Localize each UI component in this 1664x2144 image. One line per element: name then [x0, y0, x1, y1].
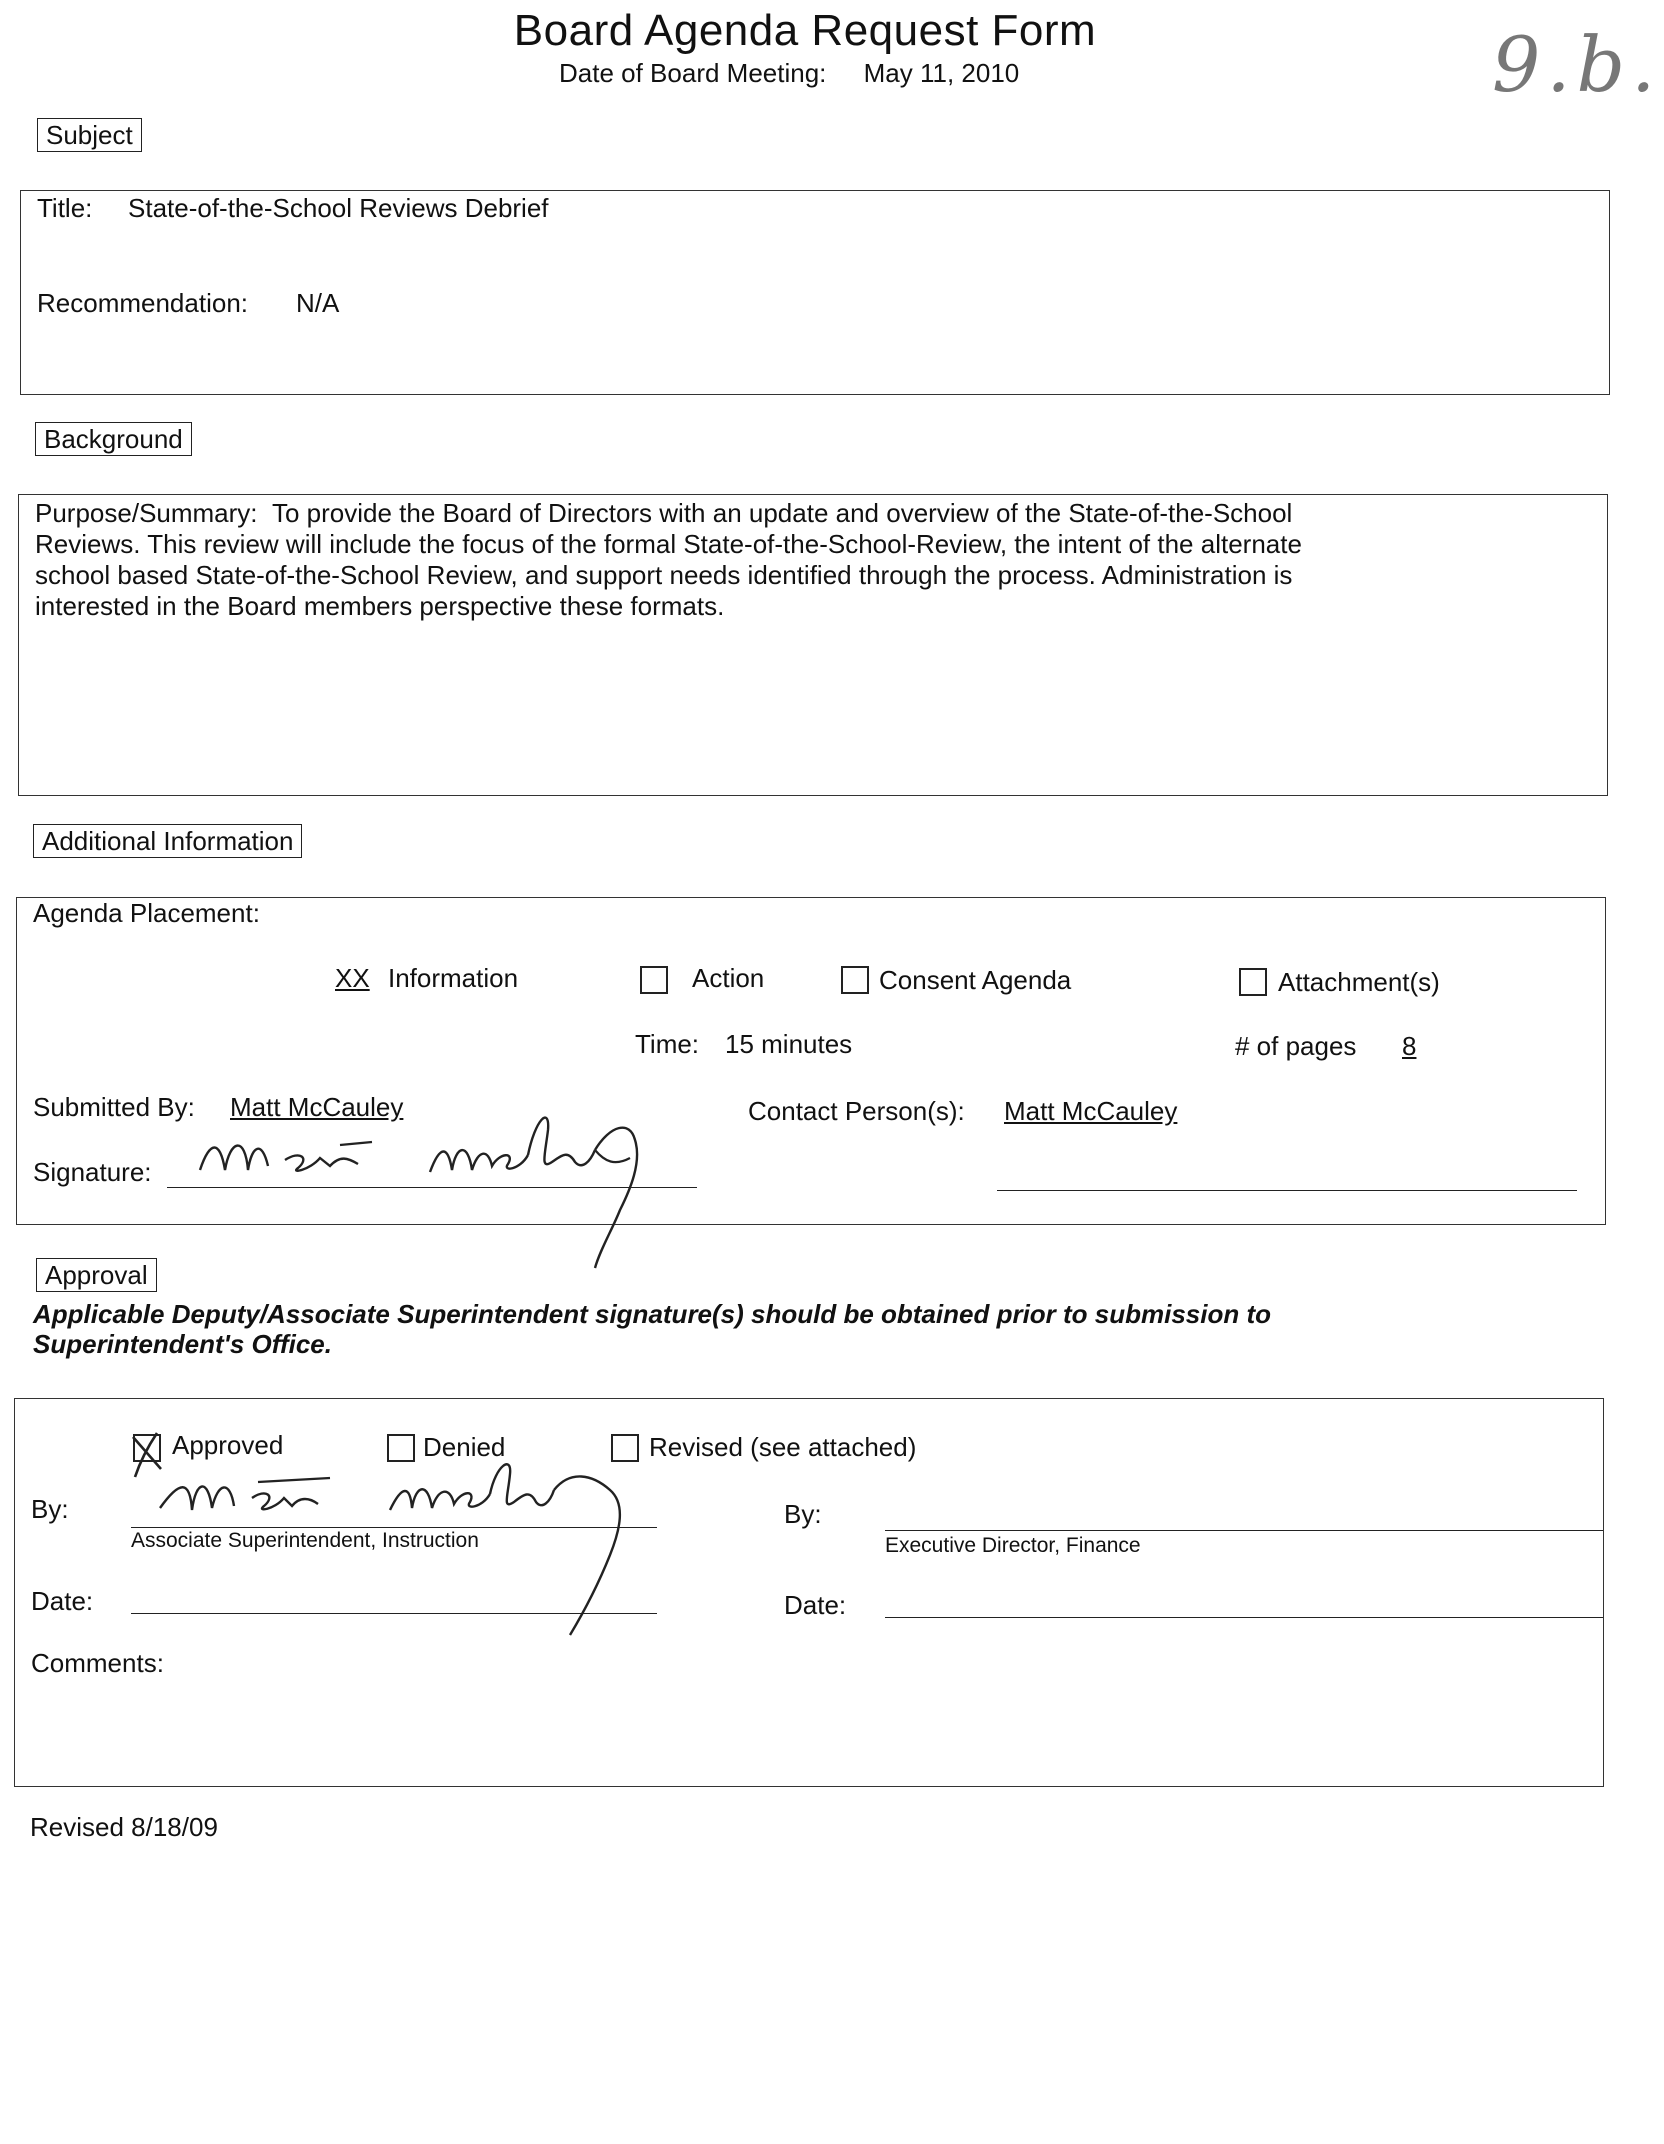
title-label: Title:	[37, 193, 93, 223]
approval-note-line-1: Applicable Deputy/Associate Superintendent signature(s) should be obtained prior to submission to	[33, 1299, 1272, 1329]
by-label-right: By:	[784, 1499, 822, 1529]
purpose-line-1: To provide the Board of Directors with an update and overview of the State-of-the-School	[271, 498, 1293, 528]
revised-date: Revised 8/18/09	[30, 1812, 218, 1842]
meeting-date-row	[559, 58, 1019, 89]
submitted-by-label: Submitted By:	[33, 1092, 195, 1122]
pages-value: 8	[1402, 1031, 1417, 1061]
approval-section-label: Approval	[36, 1258, 157, 1292]
left-role-label: Associate Superintendent, Instruction	[131, 1529, 479, 1552]
approved-label: Approved	[172, 1430, 284, 1460]
attachments-label: Attachment(s)	[1278, 967, 1440, 997]
contact-signature-line	[997, 1190, 1577, 1191]
denied-checkbox[interactable]	[387, 1434, 415, 1462]
time-value: 15 minutes	[725, 1029, 853, 1059]
comments-label: Comments:	[31, 1648, 164, 1678]
approval-note	[33, 1299, 1271, 1359]
additional-section-label: Additional Information	[33, 824, 302, 858]
contact-person-label: Contact Person(s):	[748, 1096, 965, 1126]
meeting-date-value: May 11, 2010	[863, 58, 1020, 88]
consent-agenda-checkbox[interactable]	[841, 966, 869, 994]
purpose-summary	[35, 498, 1302, 622]
information-mark: XX	[335, 963, 370, 993]
signature-label: Signature:	[33, 1157, 152, 1187]
by-label-left: By:	[31, 1494, 69, 1524]
revised-label: Revised (see attached)	[649, 1432, 917, 1462]
subject-section-label: Subject	[37, 118, 142, 152]
recommendation-value: N/A	[296, 288, 340, 318]
pages-label: # of pages	[1235, 1031, 1357, 1061]
purpose-line-4: interested in the Board members perspective these formats.	[35, 591, 725, 621]
meeting-date-label: Date of Board Meeting:	[559, 58, 827, 88]
revised-checkbox[interactable]	[611, 1434, 639, 1462]
information-label: Information	[388, 963, 519, 993]
date-label-left: Date:	[31, 1586, 94, 1616]
agenda-placement-label: Agenda Placement:	[33, 898, 260, 928]
purpose-line-2: Reviews. This review will include the focus of the formal State-of-the-School-Review, the intent of the alternate	[35, 529, 1302, 559]
subject-box	[20, 190, 1610, 395]
title-value: State-of-the-School Reviews Debrief	[128, 193, 549, 223]
approval-note-line-2: Superintendent's Office.	[33, 1329, 332, 1359]
time-label: Time:	[635, 1029, 700, 1059]
finance-signature-line	[885, 1530, 1603, 1531]
contact-person-value: Matt McCauley	[1004, 1096, 1178, 1126]
form-title: Board Agenda Request Form	[513, 6, 1097, 55]
consent-agenda-label: Consent Agenda	[879, 965, 1072, 995]
date-label-right: Date:	[784, 1590, 847, 1620]
approver-signature	[140, 1460, 660, 1640]
purpose-label: Purpose/Summary:	[35, 498, 258, 528]
right-date-line	[885, 1617, 1603, 1618]
right-role-label: Executive Director, Finance	[885, 1534, 1141, 1557]
submitter-signature	[190, 1100, 690, 1280]
background-box	[18, 494, 1608, 796]
recommendation-label: Recommendation:	[37, 288, 248, 318]
submitted-by-value: Matt McCauley	[230, 1092, 404, 1122]
handwritten-item-number: 9.b.	[1492, 20, 1662, 109]
background-section-label: Background	[35, 422, 192, 456]
denied-label: Denied	[423, 1432, 506, 1462]
attachments-checkbox[interactable]	[1239, 968, 1267, 996]
action-checkbox[interactable]	[640, 966, 668, 994]
action-label: Action	[692, 963, 765, 993]
purpose-line-3: school based State-of-the-School Review, and support needs identified through the process. Administration is	[35, 560, 1293, 590]
